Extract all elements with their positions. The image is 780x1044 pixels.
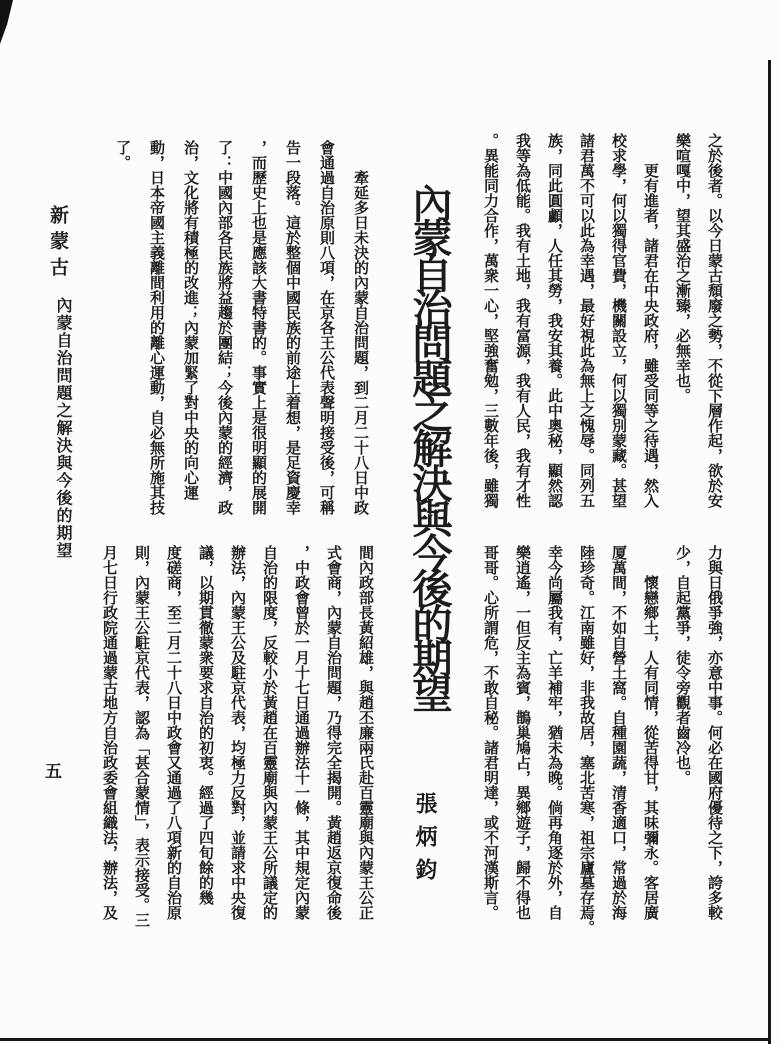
- text-column: 間內政部長黃紹雄，與趙丕廉兩氏赴百靈廟與內蒙王公正: [357, 545, 375, 920]
- article-body-lower-register: [85, 545, 373, 945]
- text-column: 族，同此圓顱，人任其勞，我安其養。此中奧秘，顯然認: [546, 133, 564, 508]
- text-column: 力與日俄爭強，亦意中事。何必在國府優待之下，誇多較: [706, 545, 724, 920]
- page-edge-line-right: [768, 60, 771, 1044]
- text-column: 式會商，內蒙自治問題，乃得完全揭開。黃趙返京復命後: [325, 545, 343, 920]
- text-column: 懷戀鄉土，人有同情，從苦得甘，其味彌永。客居廣: [642, 545, 660, 920]
- text-column: 諸君萬不可以此為幸遇，最好視此為無上之愧辱。同列五: [578, 133, 596, 508]
- page-number: 五: [41, 762, 61, 779]
- text-column: 。異能同力合作，萬衆一心，堅強奮勉，三數年後，雖獨: [482, 133, 500, 508]
- text-column: 了：中國內部各民族將益趨於團結；今後內蒙的經濟，政: [216, 140, 234, 515]
- text-column: 月七日行政院通過蒙古地方自治政委會組織法，辦法，及: [101, 545, 119, 920]
- text-column: 告一段落。這於整個中國民族的前途上着想，是足資慶幸: [284, 140, 302, 515]
- text-column: 會通過自治原則八項，在京各王公代表聲明接受後，可稱: [318, 140, 336, 515]
- text-column: 自治的限度，反較小於黃趙在百靈廟與內蒙王公所議定的: [261, 545, 279, 920]
- text-column: ，而歷史上也是應該大書特書的。事實上是很明顯的展開: [250, 140, 268, 515]
- previous-article-lower-register: [466, 545, 722, 945]
- scan-corner-mark: [0, 0, 13, 44]
- text-column: 少，自起黨爭，徒令旁觀者齒冷也。: [674, 545, 692, 785]
- text-column: 樂喧嘎中，望其盛治之漸臻，必無幸也。: [674, 133, 692, 403]
- text-column: 校求學，何以獨得官費，機關設立，何以獨別蒙藏。甚望: [610, 133, 628, 508]
- text-column: 了。: [114, 140, 132, 170]
- text-column: 我等為低能。我有土地，我有富源，我有人民，我有才性: [514, 133, 532, 508]
- page-edge-line-bottom: [0, 1038, 771, 1041]
- article-author: 張炳鈞: [412, 792, 438, 891]
- text-column: 牽延多日未決的內蒙自治問題，到二月二十八日中政: [352, 140, 370, 515]
- text-column: 幸今尚屬我有，亡羊補牢，猶未為晚。倘再角逐於外，自: [546, 545, 564, 920]
- article-body-upper-register: [96, 140, 368, 532]
- previous-article-upper-register: [466, 133, 722, 525]
- text-column: 哥哥。心所謂危，不敢自秘。諸君明達，或不河漢斯言。: [482, 545, 500, 920]
- text-column: 議，以期貫徹蒙衆要求自治的初衷。經過了四旬餘的幾: [197, 545, 215, 905]
- text-column: 辦法，內蒙王公及駐京代表，均極力反對，並請求中央復: [229, 545, 247, 920]
- text-column: 樂逍遙，一但反主為賓，鵲巢鳩占，異鄉遊子，歸不得也: [514, 545, 532, 920]
- text-column: 則，內蒙王公駐京代表，認為「甚合蒙情」，表示接受。三: [133, 545, 151, 928]
- text-column: 治，文化將有積極的改進；內蒙加緊了對中央的向心運: [182, 140, 200, 500]
- running-title: 內蒙自治問題之解決與今後的期望: [54, 297, 73, 560]
- text-column: 陸珍奇。江南雖好，非我故居，塞北苦寒，祖宗廬墓存焉。: [578, 545, 596, 935]
- text-column: 動，日本帝國主義離間利用的離心運動，自必無所施其技: [148, 140, 166, 515]
- text-column: 厦萬間，不如自營土窩。自種園蔬，清香適口，常過於海: [610, 545, 628, 920]
- journal-name: 新蒙古: [47, 205, 69, 283]
- article-title: 內蒙自治問題之解決與今後的期望: [406, 183, 453, 708]
- text-column: 之於後者。以今日蒙古頹廢之勢，不從下層作起，欲於安: [706, 133, 724, 508]
- text-column: 更有進者，諸君在中央政府，雖受同等之待遇，然入: [642, 133, 660, 508]
- text-column: ，中政會曾於一月十七日通過辦法十一條，其中規定內蒙: [293, 545, 311, 920]
- text-column: 度磋商，至二月二十八日中政會又通過了八項新的自治原: [165, 545, 183, 920]
